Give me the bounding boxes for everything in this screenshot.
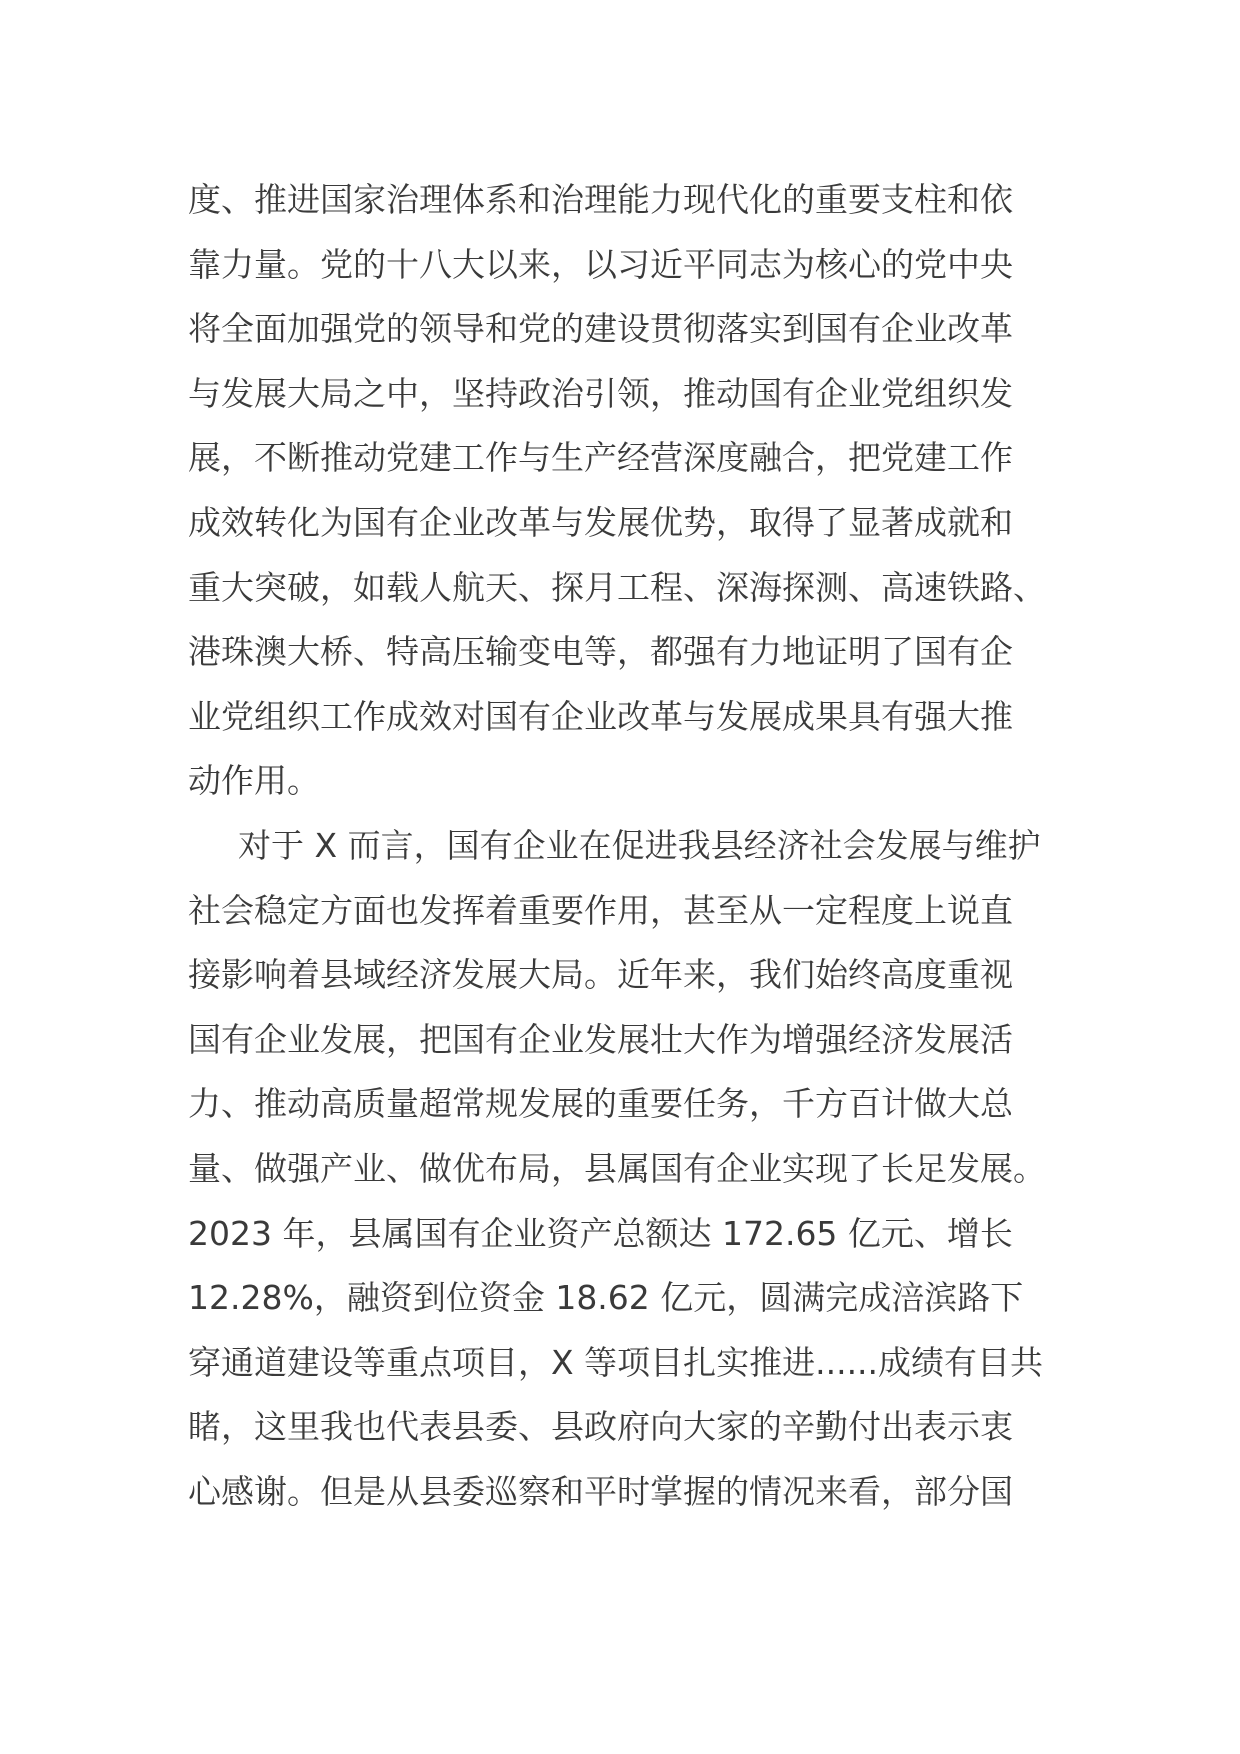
text-line: 业党组织工作成效对国有企业改革与发展成果具有强大推 [188, 696, 1013, 736]
text-line: 重大突破，如载人航天、探月工程、深海探测、高速铁路、 [188, 567, 1046, 607]
document-body [188, 168, 1046, 1524]
text-line: 2023 年，县属国有企业资产总额达 172.65 亿元、增长 [188, 1213, 1013, 1253]
text-line: 量、做强产业、做优布局，县属国有企业实现了长足发展。 [188, 1148, 1046, 1188]
text-line: 港珠澳大桥、特高压输变电等，都强有力地证明了国有企 [188, 632, 1013, 672]
text-line: 将全面加强党的领导和党的建设贯彻落实到国有企业改革 [188, 309, 1013, 349]
text-line: 12.28%，融资到位资金 18.62 亿元，圆满完成涪滨路下 [188, 1278, 1024, 1318]
text-line: 展，不断推动党建工作与生产经营深度融合，把党建工作 [188, 438, 1013, 478]
text-line: 穿通道建设等重点项目，X 等项目扎实推进......成绩有目共 [188, 1342, 1044, 1382]
text-line: 睹，这里我也代表县委、县政府向大家的辛勤付出表示衷 [188, 1407, 1013, 1447]
paragraph-start-line: 对于 X 而言，国有企业在促进我县经济社会发展与维护 [238, 825, 1041, 865]
text-line: 成效转化为国有企业改革与发展优势，取得了显著成就和 [188, 502, 1013, 542]
text-line: 社会稳定方面也发挥着重要作用，甚至从一定程度上说直 [188, 890, 1013, 930]
text-line: 接影响着县域经济发展大局。近年来，我们始终高度重视 [188, 955, 1013, 995]
text-line: 靠力量。党的十八大以来，以习近平同志为核心的党中央 [188, 244, 1013, 284]
text-line: 心感谢。但是从县委巡察和平时掌握的情况来看，部分国 [188, 1471, 1013, 1511]
text-line: 与发展大局之中，坚持政治引领，推动国有企业党组织发 [188, 373, 1013, 413]
text-line: 力、推动高质量超常规发展的重要任务，千方百计做大总 [188, 1084, 1013, 1124]
text-line: 国有企业发展，把国有企业发展壮大作为增强经济发展活 [188, 1019, 1013, 1059]
text-line: 度、推进国家治理体系和治理能力现代化的重要支柱和依 [188, 180, 1013, 219]
text-line: 动作用。 [188, 761, 320, 801]
